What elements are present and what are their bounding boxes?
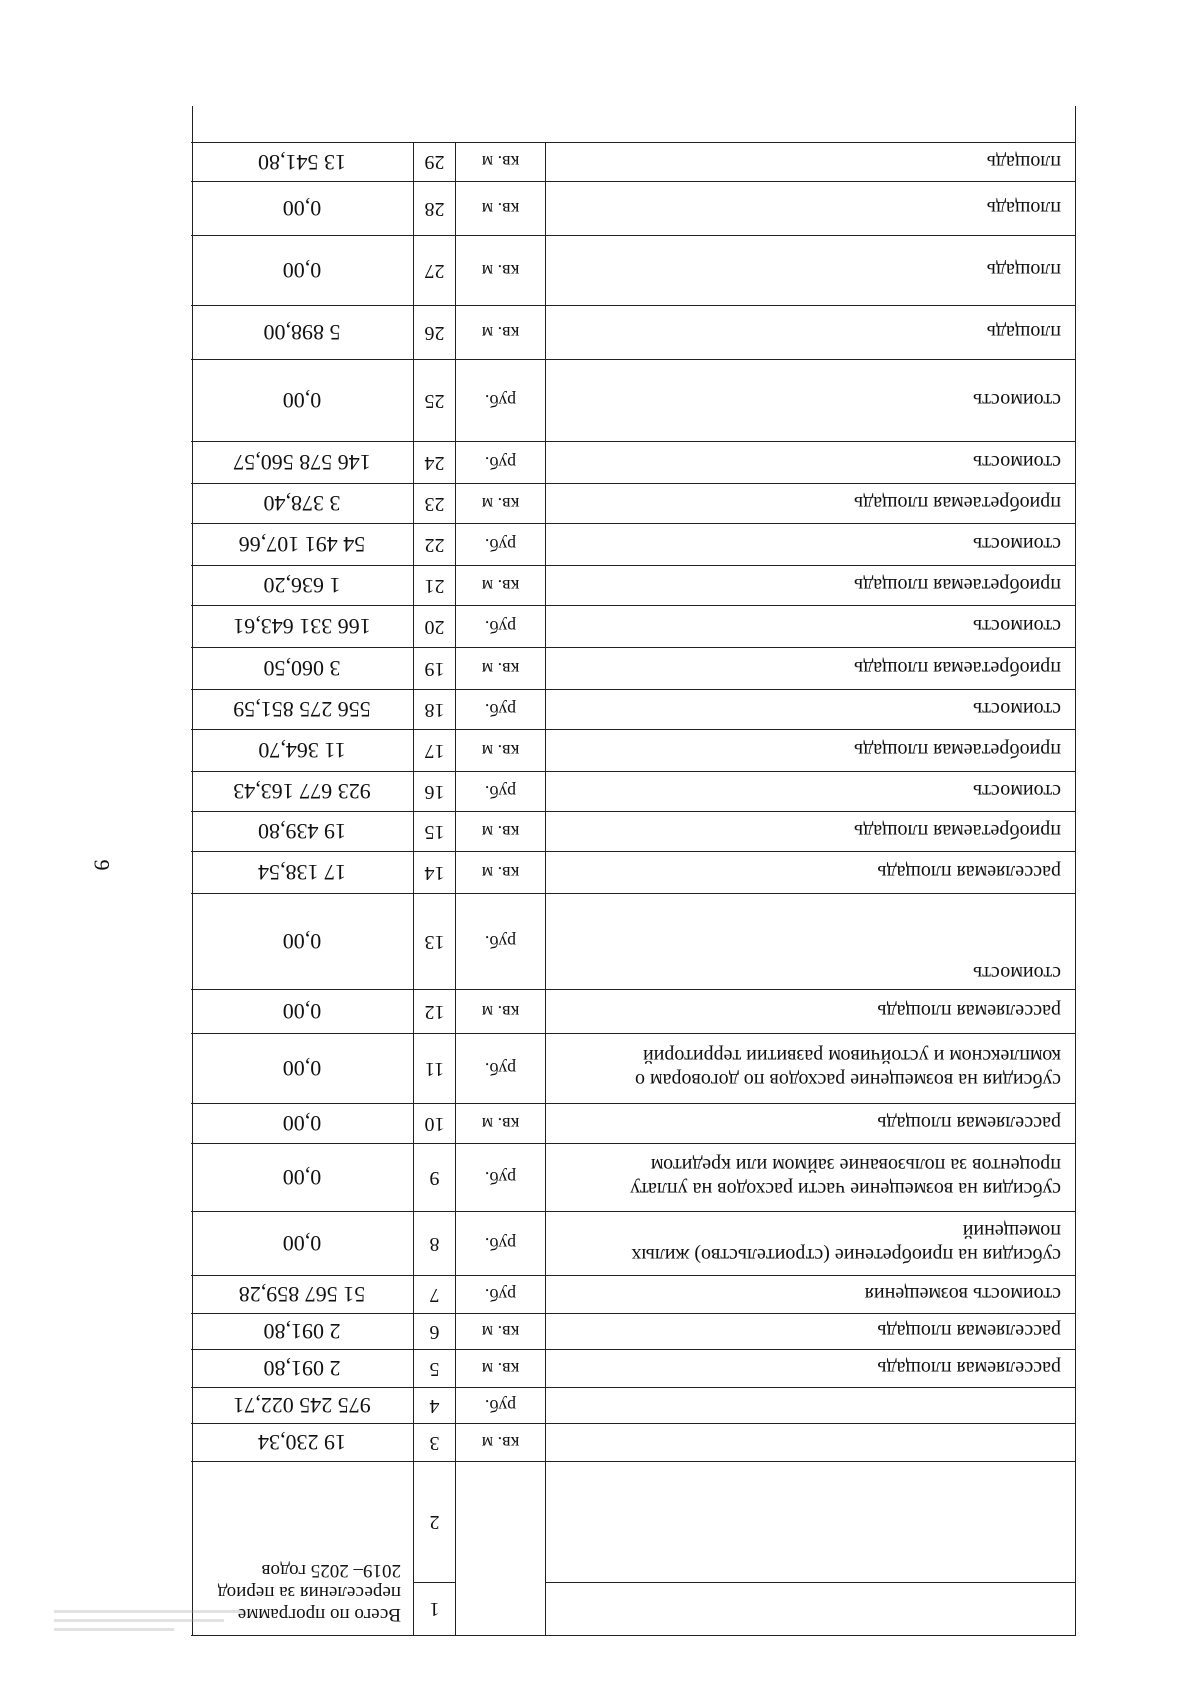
table-row (191, 1144, 1075, 1212)
row-value: 54 491 107,66 (238, 532, 366, 558)
row-label: расселяемая площадь (545, 1314, 1075, 1349)
row-label: расселяемая площадь (545, 1104, 1075, 1143)
row-value: 0,00 (282, 258, 322, 284)
row-label: стоимость (545, 360, 1075, 441)
table-row (191, 690, 1075, 730)
row-label: приобретаемая площадь (545, 484, 1075, 523)
row-unit: кв. м (455, 852, 545, 893)
row-unit: кв. м (455, 566, 545, 605)
page-number: 9 (89, 859, 115, 871)
row-unit: кв. м (455, 182, 545, 235)
row-unit: руб. (455, 1388, 545, 1423)
row-label: площадь (545, 143, 1075, 181)
table-row (191, 1276, 1075, 1314)
row-unit: руб. (455, 442, 545, 483)
row-number: 20 (413, 606, 455, 647)
table-row (191, 306, 1075, 360)
row-value: 2 091,80 (263, 1356, 341, 1382)
row-value: 19 230,34 (258, 1430, 346, 1456)
row-value: 0,00 (282, 196, 322, 222)
row-label: стоимость (545, 894, 1075, 989)
table-row (191, 990, 1075, 1034)
row-number: 17 (413, 730, 455, 771)
row-label: приобретаемая площадь (545, 812, 1075, 851)
faint-stamp (54, 1604, 254, 1664)
header-num-cell (413, 1462, 455, 1635)
row-number: 4 (413, 1388, 455, 1423)
row-unit: руб. (455, 894, 545, 989)
row-unit: кв. м (455, 1350, 545, 1387)
row-label: площадь (545, 182, 1075, 235)
row-value: 0,00 (282, 999, 322, 1025)
row-number: 28 (413, 182, 455, 235)
table-row (191, 1424, 1075, 1462)
row-label: субсидия на приобретение (строительство) жилых помещений (545, 1212, 1075, 1275)
row-label: расселяемая площадь (545, 852, 1075, 893)
row-label: стоимость (545, 442, 1075, 483)
row-unit: кв. м (455, 812, 545, 851)
row-number: 18 (413, 690, 455, 729)
row-label: субсидия на возмещение расходов по договорам о комплексном и устойчивом развитии территорий (545, 1034, 1075, 1103)
row-value: 0,00 (282, 1056, 322, 1082)
table-row (191, 484, 1075, 524)
row-value: 3 060,50 (263, 656, 341, 682)
row-unit: руб. (455, 524, 545, 565)
row-label: стоимость возмещения (545, 1276, 1075, 1313)
row-number: 22 (413, 524, 455, 565)
table-row (191, 648, 1075, 690)
row-value: 17 138,54 (258, 860, 346, 886)
table-row (191, 894, 1075, 990)
row-label: стоимость (545, 772, 1075, 811)
row-value: 11 364,70 (258, 738, 346, 764)
row-number: 24 (413, 442, 455, 483)
row-number: 27 (413, 236, 455, 305)
row-value: 0,00 (282, 1231, 322, 1257)
header-col-1: 1 (414, 1582, 455, 1635)
row-number: 5 (413, 1350, 455, 1387)
table-row (191, 1104, 1075, 1144)
row-number: 8 (413, 1212, 455, 1275)
row-value: 166 331 643,61 (233, 614, 371, 640)
row-number: 6 (413, 1314, 455, 1349)
row-number: 10 (413, 1104, 455, 1143)
row-value: 146 578 560,57 (233, 450, 371, 476)
header-col-2: 2 (429, 1511, 440, 1534)
row-label: стоимость (545, 524, 1075, 565)
header-desc-cell (545, 1462, 1075, 1635)
table-row (191, 1034, 1075, 1104)
row-number: 11 (413, 1034, 455, 1103)
row-label: расселяемая площадь (545, 1350, 1075, 1387)
row-value: 3 378,40 (263, 491, 341, 517)
row-label (545, 1424, 1075, 1461)
table-row (191, 606, 1075, 648)
table-row (191, 772, 1075, 812)
row-unit: кв. м (455, 484, 545, 523)
table-row (191, 852, 1075, 894)
row-unit: кв. м (455, 648, 545, 689)
row-value: 51 567 859,28 (238, 1282, 366, 1308)
table-row (191, 236, 1075, 306)
row-unit: руб. (455, 1034, 545, 1103)
table-row (191, 1212, 1075, 1276)
row-unit: кв. м (455, 1104, 545, 1143)
row-unit: руб. (455, 1276, 545, 1313)
row-unit: руб. (455, 1212, 545, 1275)
row-unit: руб. (455, 690, 545, 729)
row-value: 975 245 022,71 (233, 1393, 371, 1419)
table-row (191, 566, 1075, 606)
row-label: субсидия на возмещение части расходов на уплату процентов за пользование займом или кредитом (545, 1144, 1075, 1211)
row-label: стоимость (545, 690, 1075, 729)
header-title-line: Всего (354, 1604, 401, 1625)
header-unit-cell (455, 1462, 545, 1635)
table-row (191, 812, 1075, 852)
row-value: 0,00 (282, 388, 322, 414)
row-label: площадь (545, 306, 1075, 359)
row-number: 19 (413, 648, 455, 689)
row-value: 0,00 (282, 1165, 322, 1191)
row-unit: кв. м (455, 730, 545, 771)
table-row (191, 182, 1075, 236)
row-unit: руб. (455, 772, 545, 811)
row-label: приобретаемая площадь (545, 648, 1075, 689)
row-number: 15 (413, 812, 455, 851)
row-label: приобретаемая площадь (545, 566, 1075, 605)
row-number: 14 (413, 852, 455, 893)
row-unit: кв. м (455, 1424, 545, 1461)
row-value: 556 275 851,59 (233, 697, 371, 723)
row-number: 21 (413, 566, 455, 605)
row-value: 923 677 163,43 (233, 779, 371, 805)
row-unit: руб. (455, 360, 545, 441)
table-row (191, 730, 1075, 772)
header-title-line: переселения (299, 1582, 401, 1603)
row-value: 0,00 (282, 1111, 322, 1137)
row-number: 12 (413, 990, 455, 1033)
row-label: площадь (545, 236, 1075, 305)
row-number: 3 (413, 1424, 455, 1461)
table-row (191, 1350, 1075, 1388)
row-number: 23 (413, 484, 455, 523)
row-unit: руб. (455, 1144, 545, 1211)
table-row (191, 360, 1075, 442)
row-unit: кв. м (455, 236, 545, 305)
row-unit: кв. м (455, 306, 545, 359)
row-unit: кв. м (455, 990, 545, 1033)
row-number: 9 (413, 1144, 455, 1211)
row-number: 16 (413, 772, 455, 811)
header-title-line: за период 2019– (217, 1560, 401, 1603)
row-label: расселяемая площадь (545, 990, 1075, 1033)
row-value: 0,00 (282, 929, 322, 955)
row-value: 5 898,00 (263, 320, 341, 346)
row-value: 13 541,80 (258, 150, 346, 175)
table-row (191, 142, 1075, 182)
table-row (191, 524, 1075, 566)
row-value: 19 439,80 (258, 819, 346, 845)
row-number: 25 (413, 360, 455, 441)
row-number: 29 (413, 143, 455, 181)
table-row (191, 442, 1075, 484)
header-title-line: по программе (237, 1604, 350, 1625)
row-number: 13 (413, 894, 455, 989)
row-value: 1 636,20 (263, 573, 341, 599)
header-title-line: 2025 годов (261, 1560, 349, 1581)
row-value: 2 091,80 (263, 1319, 341, 1345)
row-unit: кв. м (455, 1314, 545, 1349)
row-unit: руб. (455, 606, 545, 647)
row-unit: кв. м (455, 143, 545, 181)
table-row (191, 1388, 1075, 1424)
row-number: 7 (413, 1276, 455, 1313)
table-row (191, 1314, 1075, 1350)
row-label: приобретаемая площадь (545, 730, 1075, 771)
program-summary-table (192, 106, 1076, 1636)
table-header-row (191, 1462, 1075, 1636)
row-label: стоимость (545, 606, 1075, 647)
row-label (545, 1388, 1075, 1423)
row-number: 26 (413, 306, 455, 359)
